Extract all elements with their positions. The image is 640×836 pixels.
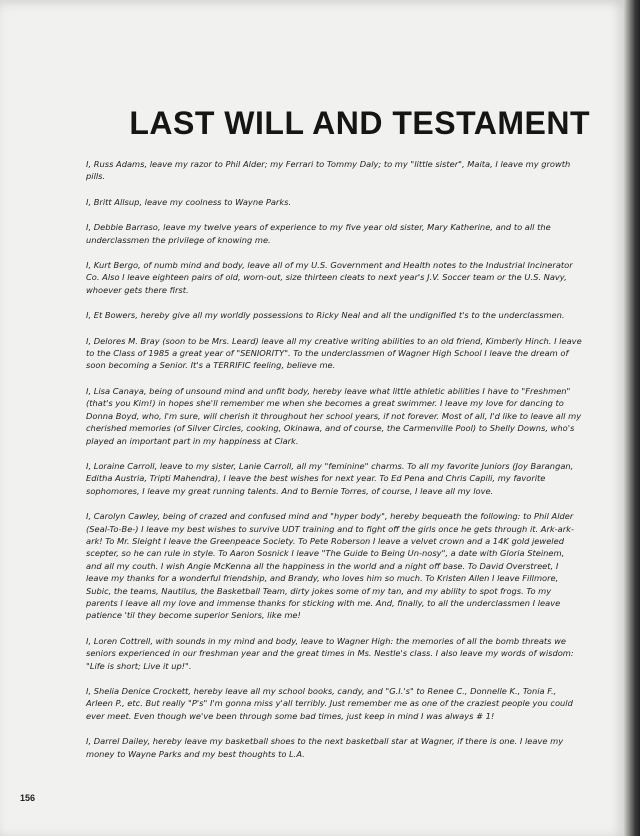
will-entry: I, Et Bowers, hereby give all my worldly possessions to Ricky Neal and all the undignified t's to the underclassmen. xyxy=(86,310,565,321)
will-entry: I, Loren Cottrell, with sounds in my mind and body, leave to Wagner High: the memories of all the bomb threats we seniors experienced in our freshman year and the great times in Ms. Nestle's class. I also leave my words of wisdom: "Life is short; Live it up!". xyxy=(86,635,574,671)
will-entry: I, Debbie Barraso, leave my twelve years of experience to my five year old sister, Mary Katherine, and to all the underclassmen the privilege of knowing me. xyxy=(86,222,551,245)
page-edge-shadow xyxy=(624,0,640,836)
page-title: LAST WILL AND TESTAMENT xyxy=(129,105,590,142)
will-entry: I, Loraine Carroll, leave to my sister, Lanie Carroll, all my "feminine" charms. To all my favorite Juniors (Joy Barangan, Editha Austria, Tripti Mahendra), I leave the best wishes for next year. To Ed Pena and Chris Capili, my favorite sophomores, I leave my great running talents. And to Bernie Torres, of course, I leave all my love. xyxy=(86,460,574,496)
will-entry: I, Shelia Denice Crockett, hereby leave all my school books, candy, and "G.I.'s" to Renee C., Donnelle K., Tonia F., Arleen P., etc. But really "P's" I'm gonna miss y'all terribly. Just remember me as one of the craziest people you could ever meet. Even though we've been through some bad times, just keep in mind I was always # 1! xyxy=(86,686,573,721)
will-entry: I, Russ Adams, leave my razor to Phil Alder; my Ferrari to Tommy Daly; to my "little sister", Maita, I leave my growth pills. xyxy=(86,159,571,182)
will-entry: I, Kurt Bergo, of numb mind and body, leave all of my U.S. Government and Health notes to the Industrial Incinerator Co. Also I leave eighteen pairs of old, worn-out, size thirteen cleats to next year's J.V. Soccer team or the U.S. Navy, whoever gets there first. xyxy=(86,260,573,295)
will-entry: I, Delores M. Bray (soon to be Mrs. Leard) leave all my creative writing abilities to an old friend, Kimberly Hinch. I leave to the Class of 1985 a great year of "SENIORITY". To the underclassmen of Wagner High School I leave the dream of soon becoming a Senior. It's a TERRIFIC feeling, believe me. xyxy=(86,335,582,371)
will-entry: I, Lisa Canaya, being of unsound mind and unfit body, hereby leave what little athletic abilities I have to "Freshmen" (that's you Kim!) in hopes she'll remember me when she becomes a great swimmer. I leave my love for dancing to Donna Boyd, who, I'm sure, will cherish it throughout her school years, if not forever. Most of all, I'd like to leave all my cherished memories (of Silver Circles, cooking, Okinawa, and of course, the Carmenville Pool) to Shelly Downs, who's played an important part in my happiness at Clark. xyxy=(86,385,582,446)
will-entry: I, Darrel Dailey, hereby leave my basketball shoes to the next basketball star at Wagner, if there is one. I leave my money to Wayne Parks and my best thoughts to L.A. xyxy=(86,736,564,759)
will-entry: I, Carolyn Cawley, being of crazed and confused mind and "hyper body", hereby bequeath the following: to Phil Alder (Seal-To-Be-) I leave my best wishes to survive UDT training and to fight off the girls once he gets through it. Ark-ark-ark! To Mr. Sleight I leave the Greenpeace Society. To Pete Roberson I leave a velvet crown and a 14K gold jeweled scepter, so he can rule in style. To Aaron Sosnick I leave "The Guide to Being Un-nosy", a date with Gloria Steinem, and all my couth. I wish Angie McKenna all the happiness in the world and a night off base. To David Overstreet, I leave my thanks for a wonderful friendship, and Brandy, who loves him so much. To Kristen Allen I leave Fillmore, Subic, the teams, Nautilus, the Basketball Team, dirty jokes some of my tan, and my ability to spot frogs. To my parents I leave all my love and immense thanks for sticking with me. And, finally, to all the underclassmen I leave patience 'til they become superior Seniors, like me! xyxy=(86,511,574,621)
page-number: 156 xyxy=(20,793,36,803)
will-entries xyxy=(86,158,582,773)
will-entry: I, Britt Allsup, leave my coolness to Wayne Parks. xyxy=(86,196,292,207)
